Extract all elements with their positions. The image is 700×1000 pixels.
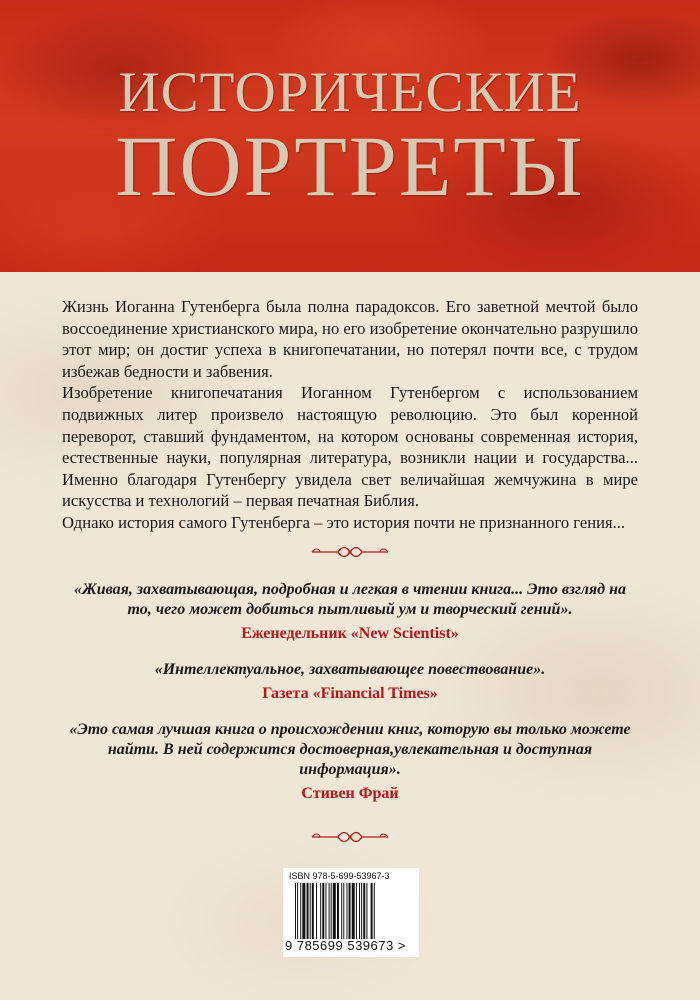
- description-paragraph: Однако история самого Гутенберга – это история почти не признанного гения...: [62, 512, 626, 532]
- quote-source: Газета «Financial Times»: [262, 685, 438, 702]
- review-quote: [60, 660, 640, 705]
- quote-text: «Живая, захватывающая, подробная и легкая в чтении книга... Это взгляд на то, чего может добиться пытливый ум и творческий гений».: [74, 581, 626, 618]
- series-title-line1: ИСТОРИЧЕСКИЕ: [118, 61, 582, 124]
- description-paragraph: Жизнь Иоганна Гутенберга была полна парадоксов. Его заветной мечтой было воссоединение христианского мира, но его изобретение окончательно разрушило этот мир; он достиг успеха в книгопечатании, но потерял почти все, с трудом избежав бедности и забвения.: [62, 297, 638, 381]
- ornament-divider-icon: [310, 830, 390, 844]
- ornament-divider-icon: [310, 545, 390, 559]
- description-paragraph: Изобретение книгопечатания Иоганном Гутенбергом с использованием подвижных литер произвело настоящую революцию. Это был коренной переворот, ставший фундаментом, на котором основаны современная история, естественные науки, популярная литература, возникли нации и государства... Именно благодаря Гутенбергу увидела свет величайшая жемчужина в мире искусства и технологий – первая печатная Библия.: [62, 383, 638, 511]
- quote-text: «Это самая лучшая книга о происхождении книг, которую вы только можете найти. В ней содержится достоверная,увлекательная и доступная информация».: [69, 721, 631, 778]
- barcode-box: [283, 868, 419, 957]
- isbn-label: ISBN 978-5-699-53967-3: [289, 871, 390, 881]
- barcode-digits: 9 785699 539673 >: [285, 938, 406, 953]
- quote-source: Еженедельник «New Scientist»: [241, 625, 459, 642]
- barcode-icon: [295, 883, 413, 939]
- description-text: [62, 296, 638, 534]
- quote-text: «Интеллектуальное, захватывающее повествование».: [154, 661, 546, 678]
- series-title-line2: ПОРТРЕТЫ: [115, 118, 585, 214]
- quote-source: Стивен Фрай: [301, 785, 399, 802]
- title-band: [0, 0, 700, 272]
- review-quote: [60, 580, 640, 645]
- review-quote: [60, 720, 640, 805]
